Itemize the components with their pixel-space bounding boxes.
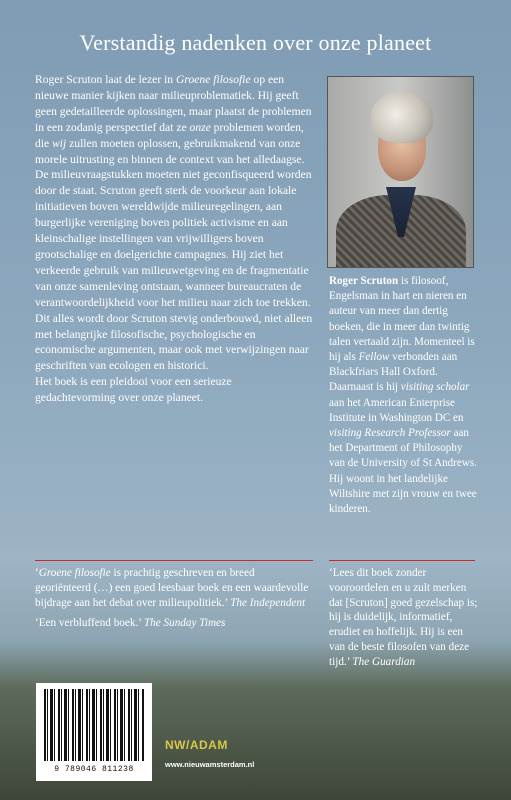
quote: ‘Een verbluffend boek.’ The Sunday Times — [35, 617, 226, 630]
publisher-logo: NW/ADAM — [165, 738, 228, 752]
cover-title: Verstandig nadenken over onze planeet — [79, 30, 432, 55]
publisher-url: www.nieuwamsterdam.nl — [165, 760, 255, 769]
blurb-paragraph: Het boek is een pleidooi voor een serieuze gedachtevorming over onze planeet. — [35, 375, 232, 405]
blurb-paragraph: Roger Scruton laat de lezer in Groene filosofie op een nieuwe manier kijken naar milieuproblematiek. Hij geeft geen gedetailleerde oplossingen, maar plaatst de problemen in een zodanig perspectief dat ze onze problemen worden, die wij zullen moeten oplossen, gebruikmakend van onze morele uitrusting en binnen de context van het alledaagse. — [35, 73, 312, 166]
author-bio — [329, 274, 477, 517]
author-photo — [327, 76, 474, 268]
barcode-bars — [44, 689, 144, 761]
divider-left — [35, 560, 313, 561]
author-bio-text: Roger Scruton is filosoof, Engelsman in hart en nieren en auteur van meer dan dertig boeken, die in meer dan twintig talen vertaald zijn. Momenteel is hij als Fellow verbonden aan Blackfriars Hall Oxford. Daarnaast is hij visiting scholar aan het American Enterprise Institute in Washington DC en visiting Research Professor aan het Department of Philosophy van de University of St Andrews. Hij woont in het landelijke Wiltshire met zijn vrouw en twee kinderen. — [329, 275, 477, 516]
divider-right — [329, 560, 475, 561]
blurb — [35, 72, 313, 406]
isbn-number: 9 789046 811238 — [54, 765, 134, 774]
quote: ‘Groene filosofie is prachtig geschreven en breed georiënteerd (…) een goed leesbaar boek en een waardevolle bijdrage aan het debat over milieupolitiek.’ The Independent — [35, 567, 309, 609]
blurb-paragraph: De milieuvraagstukken moeten niet geconfisqueerd worden door de staat. Scruton geeft sterk de voorkeur aan lokale initiatieven boven wereldwijde milieuregelingen, aan burgerlijke vereniging boven politiek activisme en aan kleinschalige instellingen van vrijwilligers boven grootschalige en doelgerichte campagnes. Hij ziet het verkeerde gebruik van milieuwetgeving en de fragmentatie van onze samenleving ontstaan, wanneer bureaucraten de verantwoordelijkheid voor het milieu naar zich toe trekken. Dit alles wordt door Scruton stevig onderbouwd, niet alleen met belangrijke filosofische, psychologische en economische argumenten, maar ook met verwijzingen naar geschriften van ecologen en historici. — [35, 168, 313, 373]
barcode — [36, 683, 152, 781]
quote: ‘Lees dit boek zonder vooroordelen en u zult merken dat [Scruton] goed gezelschap is; hij is duidelijk, informatief, erudiet en hoffelijk. Hij is een van de beste filosofen van deze tijd.’ The Guardian — [329, 567, 478, 668]
quotes-left — [35, 566, 313, 637]
quotes-right — [329, 566, 479, 676]
